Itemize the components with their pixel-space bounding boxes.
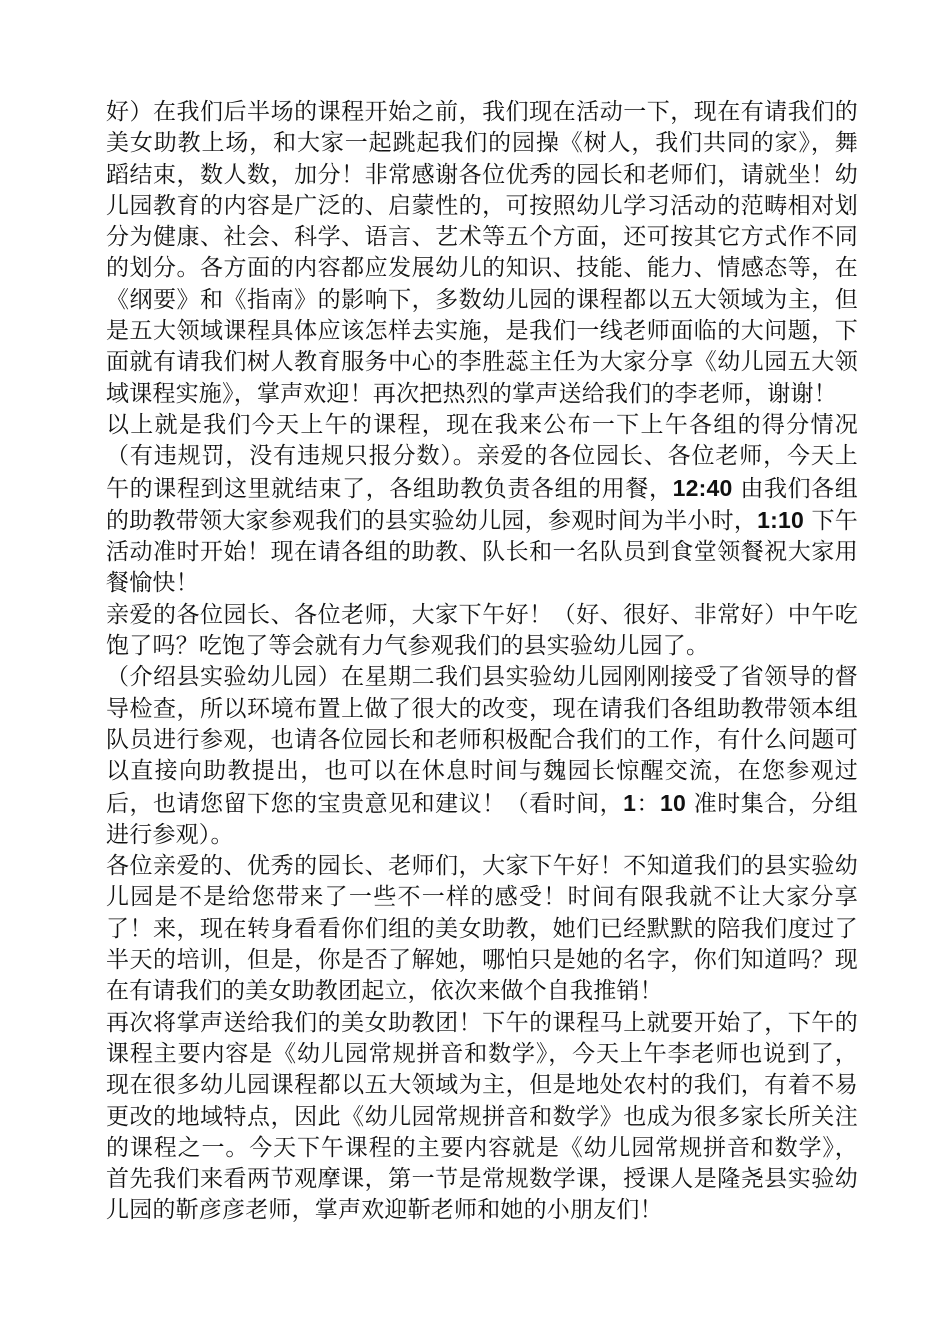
bold-time-text: 10: [659, 789, 686, 816]
paragraph-text: 准时集合，分组进行参观）。: [106, 790, 858, 848]
paragraph-text: 下午活动准时开始！现在请各组的助教、队长和一名队员到食堂领餐祝大家用餐愉快！: [106, 507, 858, 597]
paragraph-opening: [106, 97, 858, 410]
paragraph-text: 各位亲爱的、优秀的园长、老师们，大家下午好！不知道我们的县实验幼儿园是不是给您带来了一些不一样的感受！时间有限我就不让大家分享了！来，现在转身看看你们组的美女助教，她们已经默默的陪我们度过了半天的培训，但是，你是否了解她，哪怕只是她的名字，你们知道吗？现在有请我们的美女助教团起立，依次来做个自我推销！: [106, 853, 858, 1005]
paragraph-text: 以上就是我们今天上午的课程，现在我来公布一下上午各组的得分情况（有违规罚，没有违规只报分数）。亲爱的各位园长、各位老师，今天上午的课程到这里就结束了，各组助教负责各组的用餐，: [106, 411, 858, 502]
paragraph-text: （介绍县实验幼儿园）在星期二我们县实验幼儿园刚刚接受了省领导的督导检查，所以环境布置上做了很大的改变，现在请我们各组助教带领本组队员进行参观，也请各位园长和老师积极配合我们的工作，有什么问题可以直接向助教提出，也可以在休息时间与魏园长惊醒交流，在您参观过后，也请您留下您的宝贵意见和建议！（看时间，: [106, 664, 858, 817]
paragraph-text: 再次将掌声送给我们的美女助教团！下午的课程马上就要开始了，下午的课程主要内容是《幼儿园常规拼音和数学》，今天上午李老师也说到了，现在很多幼儿园课程都以五大领域为主，但是地处农村的我们，有着不易更改的地域特点，因此《幼儿园常规拼音和数学》也成为很多家长所关注的课程之一。今天下午课程的主要内容就是《幼儿园常规拼音和数学》，首先我们来看两节观摩课，第一节是常规数学课，授课人是隆尧县实验幼儿园的靳彦彦老师，掌声欢迎靳老师和她的小朋友们！: [106, 1009, 858, 1224]
paragraph-afternoon-course: [106, 1008, 858, 1227]
paragraph-text: 亲爱的各位园长、各位老师，大家下午好！（好、很好、非常好）中午吃饱了吗？吃饱了等会就有力气参观我们的县实验幼儿园了。: [106, 601, 858, 660]
bold-time-text: 1: [623, 789, 637, 816]
paragraph-kindergarten-visit: [106, 662, 858, 851]
paragraph-morning-summary: [106, 410, 858, 600]
paragraph-text: ：: [636, 790, 660, 817]
paragraph-assistant-introduction: [106, 851, 858, 1007]
document-body: [106, 97, 858, 1227]
bold-time-text: 12:40: [672, 474, 733, 501]
paragraph-text: 由我们各组的助教带领大家参观我们的县实验幼儿园，参观时间为半小时，: [106, 475, 858, 534]
paragraph-afternoon-greeting: [106, 600, 858, 663]
bold-time-text: 1:10: [757, 506, 804, 533]
paragraph-text: 好）在我们后半场的课程开始之前，我们现在活动一下，现在有请我们的美女助教上场，和大家一起跳起我们的园操《树人，我们共同的家》，舞蹈结束，数人数，加分！非常感谢各位优秀的园长和老师们，请就坐！幼儿园教育的内容是广泛的、启蒙性的，可按照幼儿学习活动的范畴相对划分为健康、社会、科学、语言、艺术等五个方面，还可按其它方式作不同的划分。各方面的内容都应发展幼儿的知识、技能、能力、情感态等，在《纲要》和《指南》的影响下，多数幼儿园的课程都以五大领域为主，但是五大领域课程具体应该怎样去实施，是我们一线老师面临的大问题，下面就有请我们树人教育服务中心的李胜蕊主任为大家分享《幼儿园五大领域课程实施》，掌声欢迎！再次把热烈的掌声送给我们的李老师，谢谢！: [106, 99, 858, 407]
